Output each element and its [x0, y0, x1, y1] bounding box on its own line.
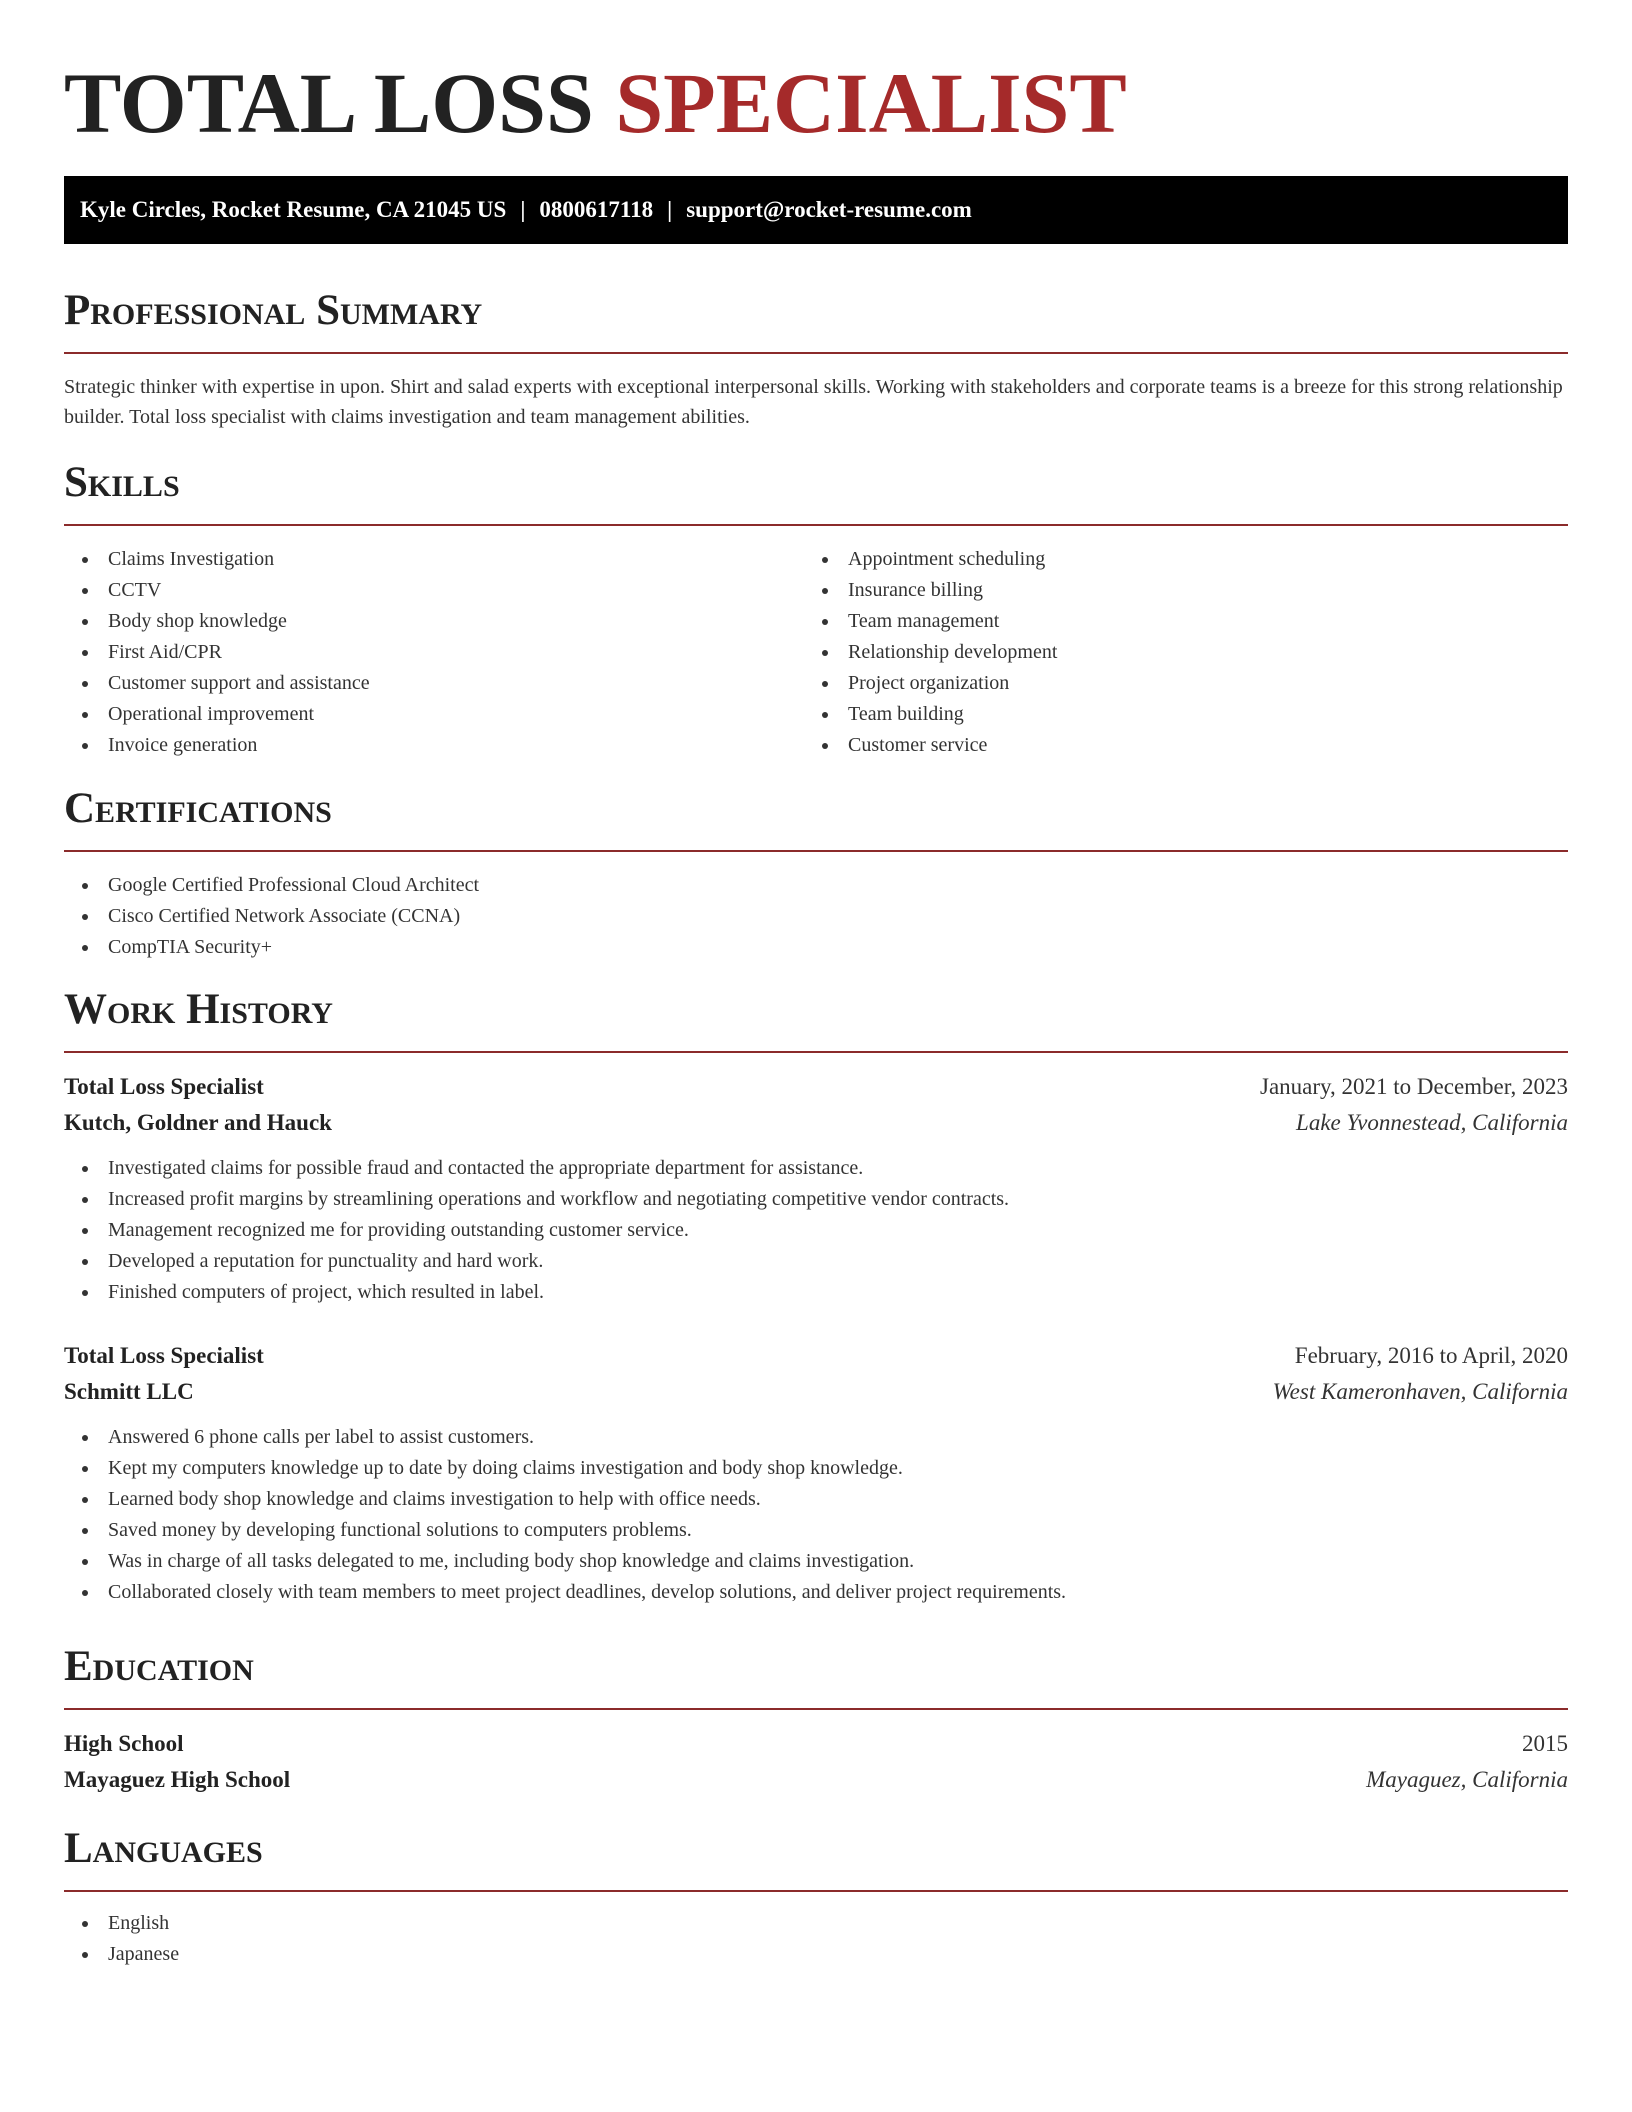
job-bullet: Was in charge of all tasks delegated to me, including body shop knowledge and claims investigation.	[64, 1546, 1568, 1577]
contact-bar	[64, 176, 1568, 244]
job-entry	[64, 1069, 1568, 1308]
education-location: Mayaguez, California	[1366, 1767, 1568, 1792]
job-header	[64, 1069, 1568, 1105]
summary-text: Strategic thinker with expertise in upon. Shirt and salad experts with exceptional interpersonal skills. Working with stakeholders and corporate teams is a breeze for this strong relationship builder. Total loss specialist with claims investigation and team management abilities.	[64, 376, 1563, 428]
language-item: English	[64, 1908, 1568, 1939]
section-divider	[64, 1708, 1568, 1710]
education-degree: High School	[64, 1731, 184, 1756]
section-title-summary: Professional Summary	[64, 287, 483, 334]
skill-item: Invoice generation	[64, 730, 804, 761]
job-company: Schmitt LLC	[64, 1379, 194, 1404]
contact-separator: |	[667, 197, 673, 222]
education-section	[64, 1642, 1568, 1798]
certifications-section	[64, 784, 1568, 963]
skills-list-left	[64, 544, 804, 761]
job-bullet: Finished computers of project, which resulted in label.	[64, 1277, 1568, 1308]
skill-item: Relationship development	[804, 637, 1568, 668]
contact-address: Kyle Circles, Rocket Resume, CA 21045 US	[80, 197, 507, 222]
work-history-section	[64, 985, 1568, 1608]
job-location: West Kameronhaven, California	[1272, 1379, 1568, 1404]
certification-item: CompTIA Security+	[64, 932, 1568, 963]
job-role: Total Loss Specialist	[64, 1074, 264, 1099]
skill-item: Team building	[804, 699, 1568, 730]
summary-section	[64, 286, 1568, 432]
job-subheader	[64, 1374, 1568, 1410]
job-bullet: Developed a reputation for punctuality and hard work.	[64, 1246, 1568, 1277]
job-dates: January, 2021 to December, 2023	[1260, 1074, 1568, 1099]
job-bullet: Management recognized me for providing outstanding customer service.	[64, 1215, 1568, 1246]
skill-item: Operational improvement	[64, 699, 804, 730]
languages-section	[64, 1824, 1568, 1970]
skills-grid	[64, 544, 1568, 761]
section-title-education: Education	[64, 1643, 254, 1690]
skill-item: Insurance billing	[804, 575, 1568, 606]
section-divider	[64, 850, 1568, 852]
job-bullet: Kept my computers knowledge up to date by doing claims investigation and body shop knowledge.	[64, 1453, 1568, 1484]
skills-list-right	[804, 544, 1568, 761]
skill-item: First Aid/CPR	[64, 637, 804, 668]
job-bullet: Learned body shop knowledge and claims investigation to help with office needs.	[64, 1484, 1568, 1515]
job-bullet: Collaborated closely with team members to meet project deadlines, develop solutions, and deliver project requirements.	[64, 1577, 1568, 1608]
section-divider	[64, 1051, 1568, 1053]
languages-list	[64, 1908, 1568, 1970]
job-subheader	[64, 1105, 1568, 1141]
section-divider	[64, 352, 1568, 354]
job-bullets	[64, 1422, 1568, 1608]
job-bullets	[64, 1153, 1568, 1308]
job-bullet: Saved money by developing functional solutions to computers problems.	[64, 1515, 1568, 1546]
job-company: Kutch, Goldner and Hauck	[64, 1110, 332, 1135]
certification-item: Cisco Certified Network Associate (CCNA)	[64, 901, 1568, 932]
education-year: 2015	[1522, 1731, 1568, 1756]
section-divider	[64, 524, 1568, 526]
education-entry	[64, 1726, 1568, 1798]
section-title-work-history: Work History	[64, 986, 333, 1033]
skill-item: Body shop knowledge	[64, 606, 804, 637]
language-item: Japanese	[64, 1939, 1568, 1970]
education-subheader	[64, 1762, 1568, 1798]
skills-section	[64, 458, 1568, 761]
job-bullet: Answered 6 phone calls per label to assist customers.	[64, 1422, 1568, 1453]
title-accent: SPECIALIST	[615, 55, 1127, 151]
skill-item: Project organization	[804, 668, 1568, 699]
skill-item: CCTV	[64, 575, 804, 606]
education-school: Mayaguez High School	[64, 1767, 291, 1792]
job-bullet: Increased profit margins by streamlining operations and workflow and negotiating competitive vendor contracts.	[64, 1184, 1568, 1215]
skill-item: Claims Investigation	[64, 544, 804, 575]
section-title-skills: Skills	[64, 459, 180, 506]
section-title-languages: Languages	[64, 1825, 263, 1872]
education-header	[64, 1726, 1568, 1762]
job-role: Total Loss Specialist	[64, 1343, 264, 1368]
certification-item: Google Certified Professional Cloud Architect	[64, 870, 1568, 901]
section-title-certifications: Certifications	[64, 785, 332, 832]
job-bullet: Investigated claims for possible fraud and contacted the appropriate department for assistance.	[64, 1153, 1568, 1184]
contact-phone[interactable]: 0800617118	[539, 197, 654, 222]
resume-page	[64, 0, 1568, 1965]
title-first: TOTAL LOSS	[64, 55, 594, 151]
job-location: Lake Yvonnestead, California	[1296, 1110, 1568, 1135]
job-entry	[64, 1338, 1568, 1608]
skill-item: Appointment scheduling	[804, 544, 1568, 575]
section-divider	[64, 1890, 1568, 1892]
skill-item: Customer support and assistance	[64, 668, 804, 699]
contact-email[interactable]: support@rocket-resume.com	[686, 197, 972, 222]
skill-item: Team management	[804, 606, 1568, 637]
resume-title	[64, 0, 1568, 176]
skill-item: Customer service	[804, 730, 1568, 761]
job-dates: February, 2016 to April, 2020	[1294, 1343, 1568, 1368]
contact-separator: |	[520, 197, 526, 222]
job-header	[64, 1338, 1568, 1374]
certifications-list	[64, 870, 1568, 963]
